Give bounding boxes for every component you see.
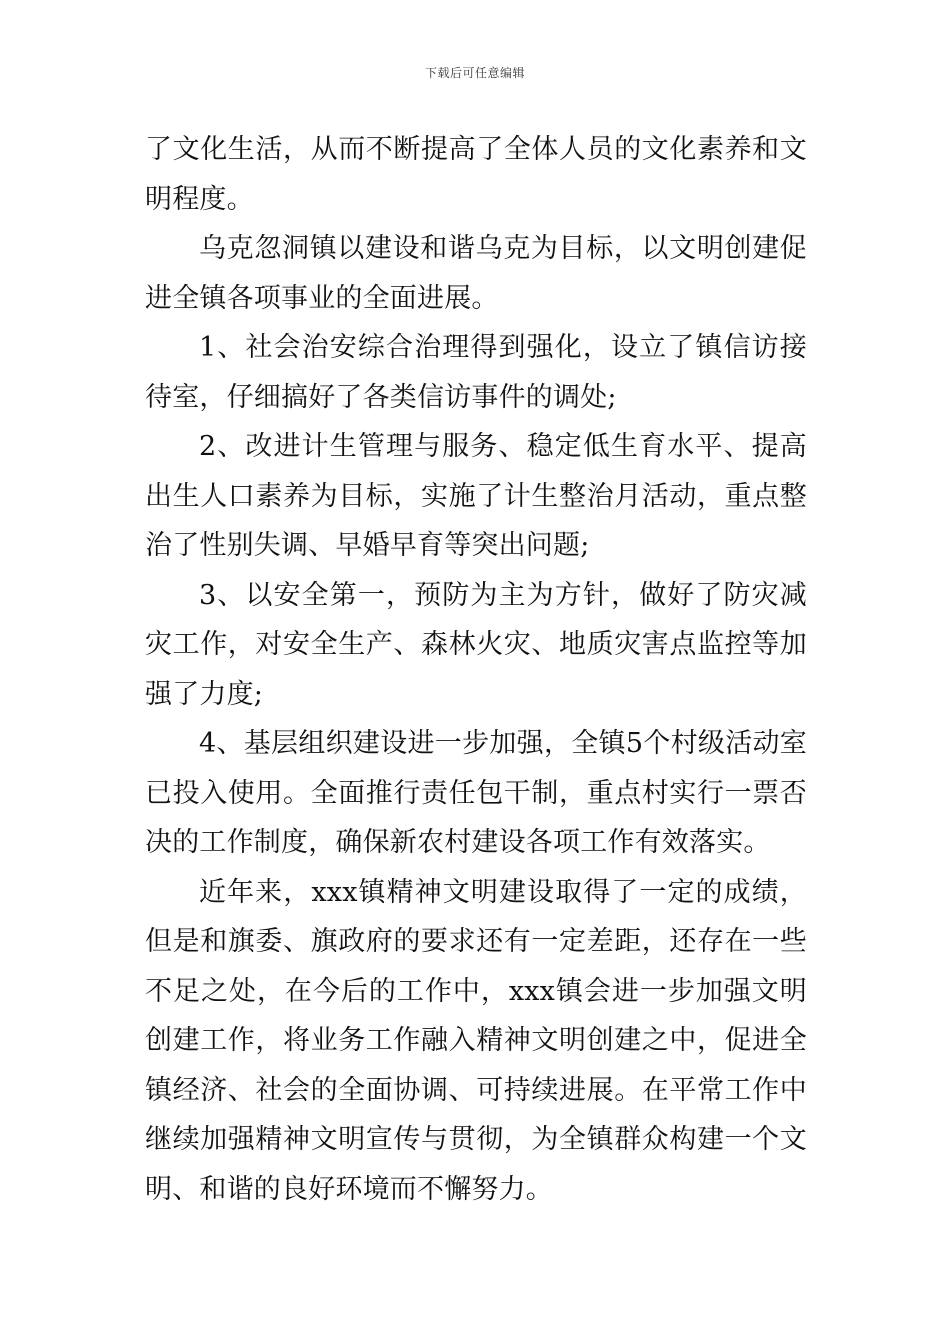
paragraph: 4、基层组织建设进一步加强，全镇5个村级活动室已投入使用。全面推行责任包干制，重点村实行一票否决的工作制度，确保新农村建设各项工作有效落实。 xyxy=(145,728,807,858)
header-note: 下载后可任意编辑 xyxy=(424,66,525,80)
paragraph: 2、改进计生管理与服务、稳定低生育水平、提高出生人口素养为目标，实施了计生整治月活动，重点整治了性别失调、早婚早育等突出问题; xyxy=(145,431,807,561)
paragraph: 乌克忽洞镇以建设和谐乌克为目标，以文明创建促进全镇各项事业的全面进展。 xyxy=(145,233,807,314)
document-body xyxy=(145,125,807,1214)
paragraph: 1、社会治安综合治理得到强化，设立了镇信访接待室，仔细搞好了各类信访事件的调处; xyxy=(145,332,807,413)
paragraph: 了文化生活，从而不断提高了全体人员的文化素养和文明程度。 xyxy=(145,134,807,215)
paragraph: 3、以安全第一，预防为主为方针，做好了防灾减灾工作，对安全生产、森林火灾、地质灾害点监控等加强了力度; xyxy=(145,579,807,710)
paragraph: 近年来，xxx镇精神文明建设取得了一定的成绩，但是和旗委、旗政府的要求还有一定差距，还存在一些不足之处，在今后的工作中，xxx镇会进一步加强文明创建工作，将业务工作融入精神文明创建之中，促进全镇经济、社会的全面协调、可持续进展。在平常工作中继续加强精神文明宣传与贯彻，为全镇群众构建一个文明、和谐的良好环境而不懈努力。 xyxy=(145,876,807,1205)
